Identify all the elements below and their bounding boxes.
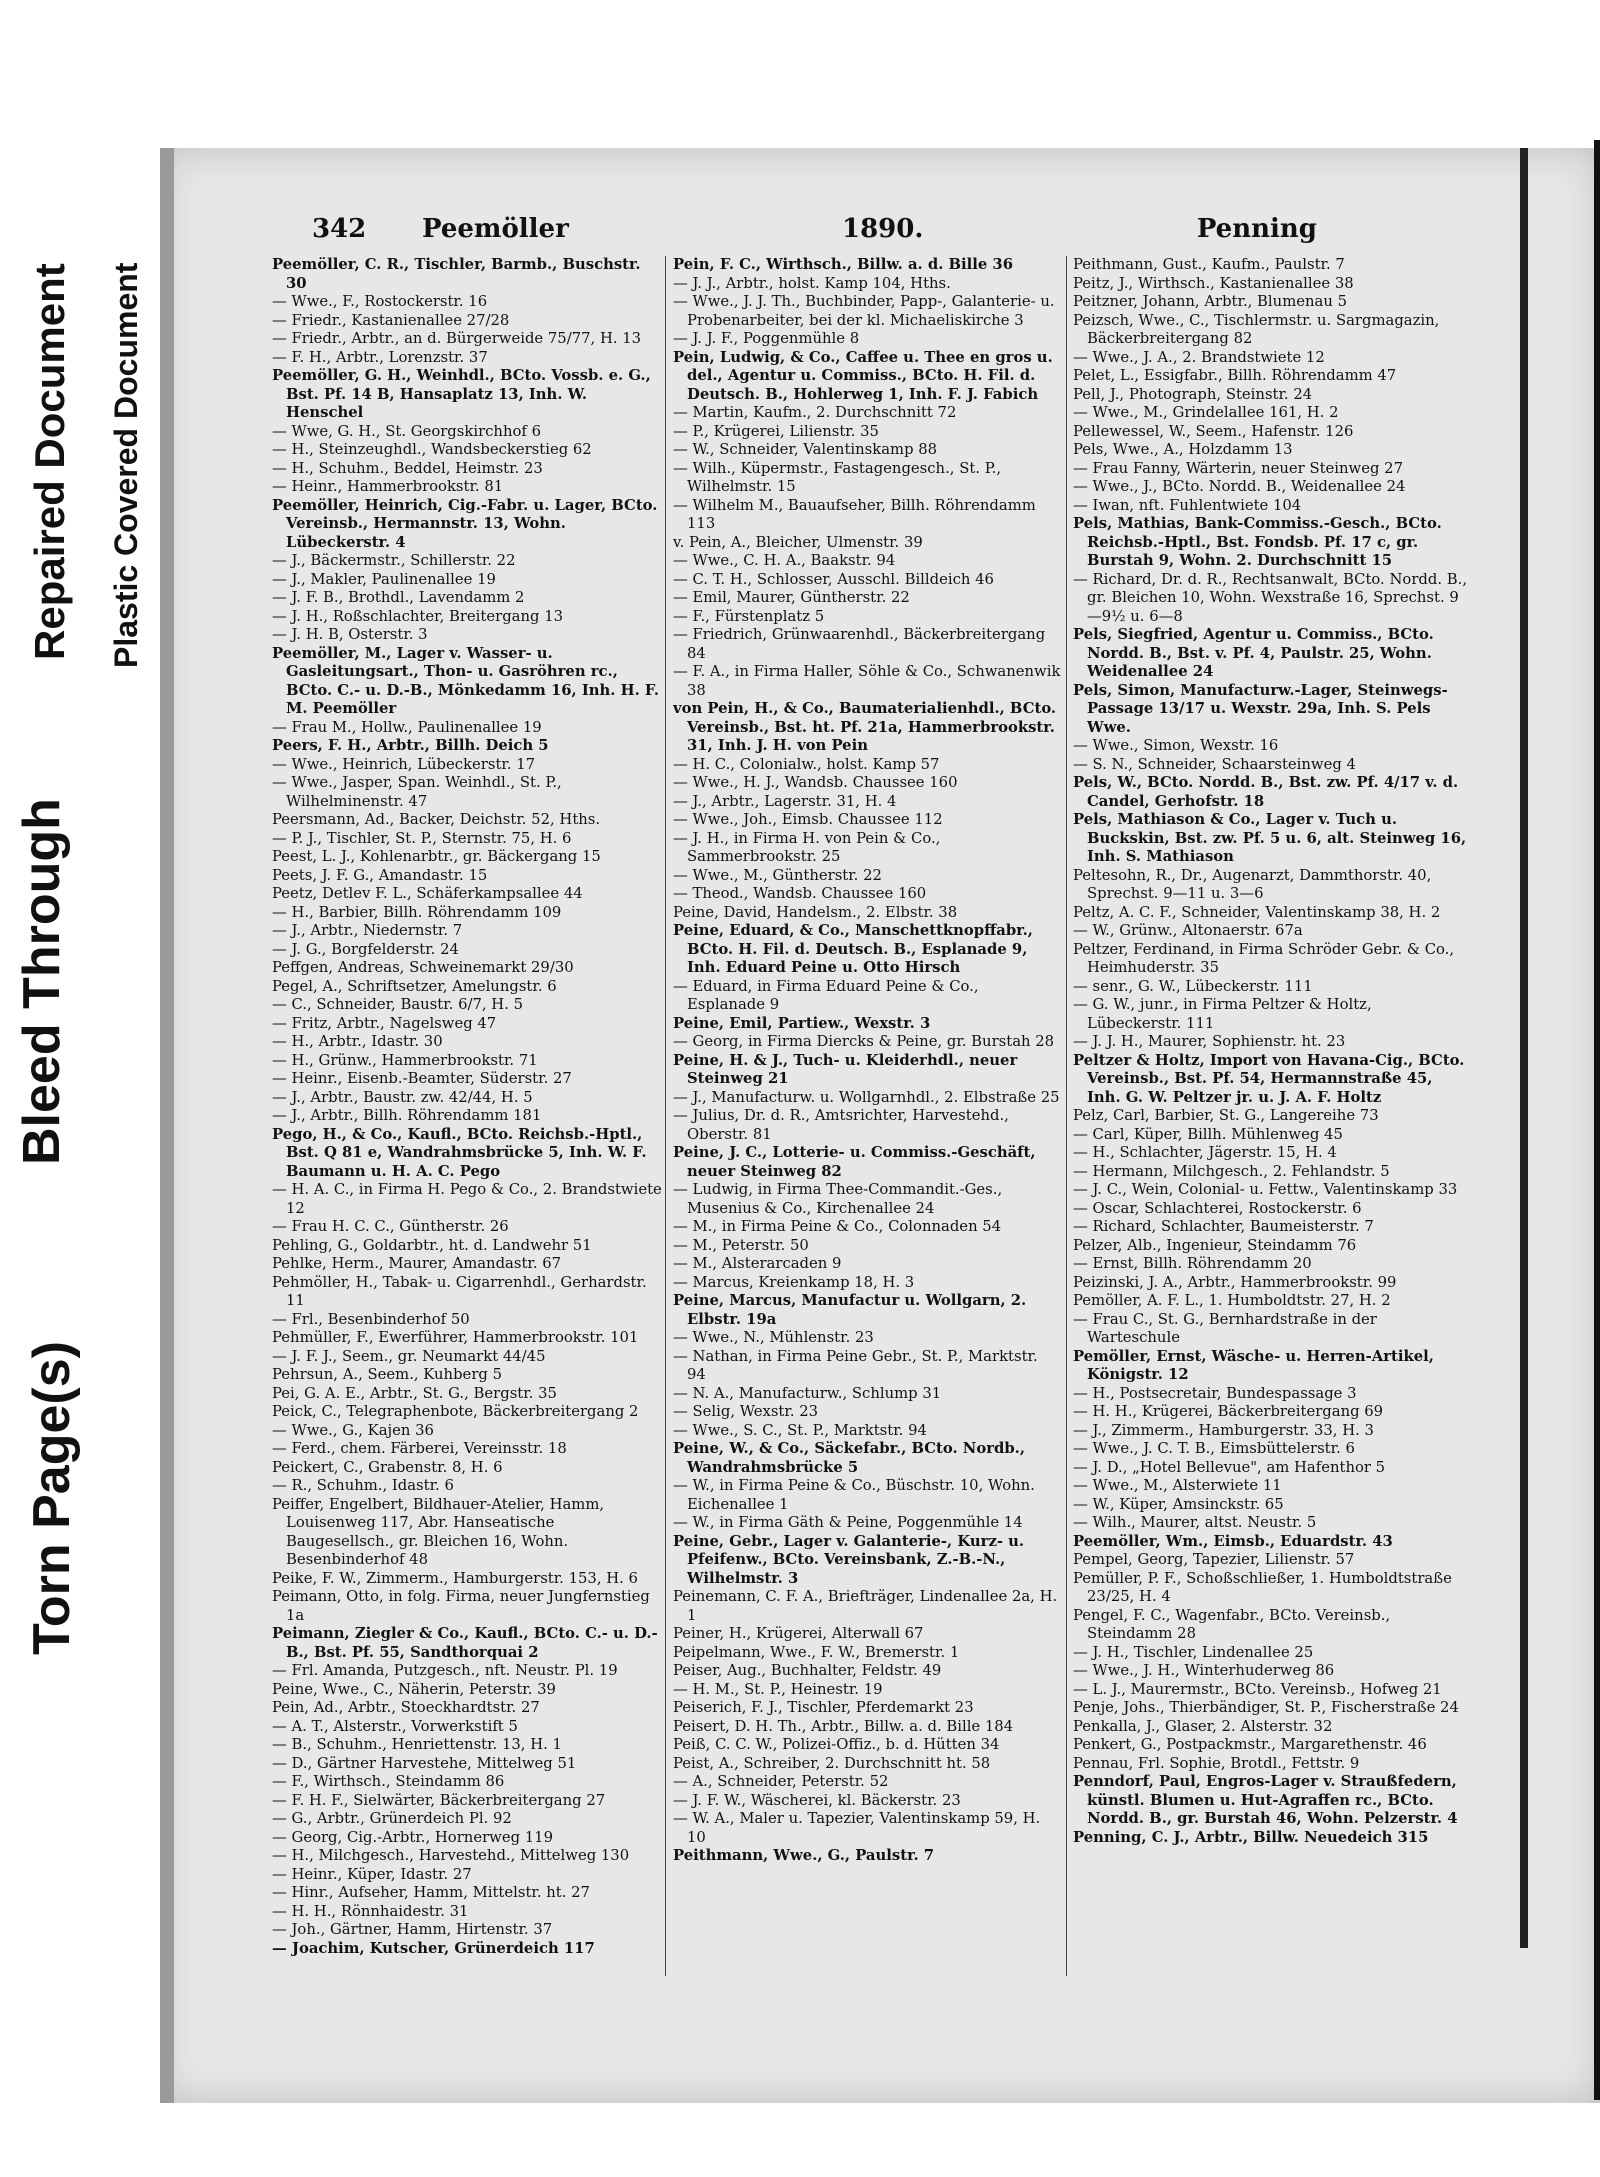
directory-entry: Pels, Mathias, Bank-Commiss.-Gesch., BCto. Reichsb.-Hptl., Bst. Fondsb. Pf. 17 c, gr. Burstah 9, Wohn. 2. Durchschnitt 15 <box>1073 515 1442 569</box>
directory-entry: — Frau H. C. C., Güntherstr. 26 <box>272 1218 509 1235</box>
directory-entry: Pehrsun, A., Seem., Kuhberg 5 <box>272 1366 502 1383</box>
plastic-covered-label: Plastic Covered Document <box>108 262 144 668</box>
running-head-right: Penning <box>1196 214 1317 244</box>
directory-entry: — Frl. Amanda, Putzgesch., nft. Neustr. Pl. 19 <box>272 1662 618 1679</box>
directory-entry: — G. W., junr., in Firma Peltzer & Holtz, Lübeckerstr. 111 <box>1073 996 1372 1032</box>
directory-entry: — J., Arbtr., Lagerstr. 31, H. 4 <box>673 792 897 810</box>
directory-entry: — Wwe, G. H., St. Georgskirchhof 6 <box>272 422 541 440</box>
directory-entry: — Frau C., St. G., Bernhardstraße in der Warteschule <box>1073 1310 1377 1346</box>
directory-entry: — Wwe., S. C., St. P., Marktstr. 94 <box>673 1421 927 1439</box>
directory-entry: Pehlke, Herm., Maurer, Amandastr. 67 <box>272 1255 562 1272</box>
directory-entry: — H., Schuhm., Beddel, Heimstr. 23 <box>272 459 543 477</box>
directory-entry: — Heinr., Hammerbrookstr. 81 <box>272 478 504 495</box>
directory-entry: Pels, Siegfried, Agentur u. Commiss., BCto. Nordd. B., Bst. v. Pf. 4, Paulstr. 25, Wohn. Weidenallee 24 <box>1073 626 1434 680</box>
directory-entry: — J., Arbtr., Baustr. zw. 42/44, H. 5 <box>272 1088 533 1106</box>
directory-entry: — F. H. F., Sielwärter, Bäckerbreitergang 27 <box>272 1791 606 1809</box>
directory-entry: — P., Krügerei, Lilienstr. 35 <box>673 422 879 440</box>
directory-entry: v. Pein, A., Bleicher, Ulmenstr. 39 <box>673 533 923 551</box>
directory-entry: Peiffer, Engelbert, Bildhauer-Atelier, Hamm, Louisenweg 117, Abr. Hanseatische Baugesellsch., gr. Bleichen 16, Wohn. Besenbinderhof 48 <box>272 1495 605 1568</box>
year-heading: 1890. <box>842 214 924 244</box>
directory-entry: Peest, L. J., Kohlenarbtr., gr. Bäckergang 15 <box>272 848 601 865</box>
directory-entry: — Heinr., Eisenb.-Beamter, Süderstr. 27 <box>272 1070 572 1087</box>
directory-entry: — Georg, Cig.-Arbtr., Hornerweg 119 <box>272 1828 553 1846</box>
directory-entry: — J. C., Wein, Colonial- u. Fettw., Valentinskamp 33 <box>1073 1181 1458 1198</box>
directory-entry: — M., Peterstr. 50 <box>673 1236 809 1254</box>
directory-entry: Pein, F. C., Wirthsch., Billw. a. d. Bille 36 <box>673 256 1014 273</box>
directory-entry: Peizinski, J. A., Arbtr., Hammerbrookstr. 99 <box>1073 1273 1397 1291</box>
directory-entry: Pengel, F. C., Wagenfabr., BCto. Vereinsb., Steindamm 28 <box>1073 1606 1391 1642</box>
directory-entry: — Joh., Gärtner, Hamm, Hirtenstr. 37 <box>272 1921 553 1938</box>
directory-entry: — Wilhelm M., Bauaufseher, Billh. Röhrendamm 113 <box>673 496 1036 532</box>
page-number: 342 <box>312 214 367 244</box>
directory-entry: — J. J., Arbtr., holst. Kamp 104, Hths. <box>673 274 951 292</box>
directory-entry: — H. C., Colonialw., holst. Kamp 57 <box>673 755 940 773</box>
directory-entry: — Richard, Dr. d. R., Rechtsanwalt, BCto. Nordd. B., gr. Bleichen 10, Wohn. Wexstraße 16, Sprechst. 9—9½ u. 6—8 <box>1073 570 1468 625</box>
directory-entry: — H., Steinzeughdl., Wandsbeckerstieg 62 <box>272 441 592 458</box>
directory-entry: — Theod., Wandsb. Chaussee 160 <box>673 885 927 902</box>
directory-entry: Peltzer, Ferdinand, in Firma Schröder Gebr. & Co., Heimhuderstr. 35 <box>1073 940 1455 976</box>
directory-entry: — R., Schuhm., Idastr. 6 <box>272 1477 454 1494</box>
directory-entry: Peemöller, G. H., Weinhdl., BCto. Vossb. e. G., Bst. Pf. 14 B, Hansaplatz 13, Inh. W. Henschel <box>272 367 651 421</box>
directory-entry: Peets, J. F. G., Amandastr. 15 <box>272 866 488 884</box>
directory-entry: — Eduard, in Firma Eduard Peine & Co., Esplanade 9 <box>673 977 979 1013</box>
directory-entry: Pels, Mathiason & Co., Lager v. Tuch u. Buckskin, Bst. zw. Pf. 5 u. 6, alt. Steinweg 16, Inh. S. Mathiason <box>1073 811 1467 865</box>
directory-entry: — J., Zimmerm., Hamburgerstr. 33, H. 3 <box>1073 1421 1374 1439</box>
directory-entry: Pemüller, P. F., Schoßschließer, 1. Humboldtstraße 23/25, H. 4 <box>1073 1569 1452 1605</box>
directory-entry: — F., Fürstenplatz 5 <box>673 607 825 625</box>
directory-entry: — Wwe., Heinrich, Lübeckerstr. 17 <box>272 755 536 773</box>
directory-entry: — Wwe., J. H., Winterhuderweg 86 <box>1073 1662 1335 1679</box>
directory-column-3 <box>1073 256 1469 2106</box>
directory-entry: Penkalla, J., Glaser, 2. Alsterstr. 32 <box>1073 1717 1333 1735</box>
directory-entry: Peltzer & Holtz, Import von Havana-Cig., BCto. Vereinsb., Bst. Pf. 54, Hermannstraße 45, Inh. G. W. Peltzer jr. u. J. A. F. Holtz <box>1073 1051 1465 1106</box>
directory-entry: Peine, W., & Co., Säckefabr., BCto. Nordb., Wandrahmsbrücke 5 <box>673 1440 1025 1476</box>
page-edge <box>160 148 174 2103</box>
directory-entry: — Richard, Schlachter, Baumeisterstr. 7 <box>1073 1218 1374 1235</box>
directory-entry: — Hermann, Milchgesch., 2. Fehlandstr. 5 <box>1073 1162 1390 1180</box>
directory-entry: — J. D., „Hotel Bellevue", am Hafenthor 5 <box>1073 1458 1386 1476</box>
directory-entry: — Carl, Küper, Billh. Mühlenweg 45 <box>1073 1125 1343 1143</box>
directory-entry: Pein, Ludwig, & Co., Caffee u. Thee en gros u. del., Agentur u. Commiss., BCto. H. Fil. d. Deutsch. B., Hohlerweg 1, Inh. F. J. Fabich <box>673 348 1053 403</box>
directory-entry: — J. H., in Firma H. von Pein & Co., Sammerbrookstr. 25 <box>673 829 941 865</box>
directory-entry: Peipelmann, Wwe., F. W., Bremerstr. 1 <box>673 1643 960 1661</box>
binding-shadow <box>1520 148 1528 1948</box>
directory-entry: — B., Schuhm., Henriettenstr. 13, H. 1 <box>272 1736 562 1753</box>
directory-entry: — J., Arbtr., Billh. Röhrendamm 181 <box>272 1107 542 1124</box>
directory-entry: — J. J. F., Poggenmühle 8 <box>673 330 860 347</box>
torn-pages-label: Torn Page(s) <box>23 1341 81 1655</box>
directory-entry: — Martin, Kaufm., 2. Durchschnitt 72 <box>673 404 957 421</box>
directory-entry: Peine, J. C., Lotterie- u. Commiss.-Geschäft, neuer Steinweg 82 <box>673 1144 1036 1180</box>
directory-entry: Peemöller, M., Lager v. Wasser- u. Gasleitungsart., Thon- u. Gasröhren rc., BCto. C.- u. D.-B., Mönkedamm 16, Inh. H. F. M. Peemöller <box>272 644 660 717</box>
directory-entry: — J. H., Roßschlachter, Breitergang 13 <box>272 607 564 625</box>
directory-entry: — Wilh., Küpermstr., Fastagengesch., St. P., Wilhelmstr. 15 <box>673 459 1002 495</box>
directory-entry: — H., Schlachter, Jägerstr. 15, H. 4 <box>1073 1144 1337 1161</box>
directory-entry: Peimann, Otto, in folg. Firma, neuer Jungfernstieg 1a <box>272 1588 650 1624</box>
directory-entry: — J., Arbtr., Niedernstr. 7 <box>272 922 463 939</box>
directory-entry: — H., Barbier, Billh. Röhrendamm 109 <box>272 903 562 921</box>
directory-entry: — J. H., Tischler, Lindenallee 25 <box>1073 1643 1314 1661</box>
directory-entry: Peizsch, Wwe., C., Tischlermstr. u. Sargmagazin, Bäckerbreitergang 82 <box>1073 311 1440 347</box>
directory-entry: Peine, Gebr., Lager v. Galanterie-, Kurz- u. Pfeifenw., BCto. Vereinsbank, Z.-B.-N., Wilhelmstr. 3 <box>673 1532 1025 1587</box>
directory-entry: Peithmann, Gust., Kaufm., Paulstr. 7 <box>1073 256 1345 273</box>
directory-entry: — Wwe., H. J., Wandsb. Chaussee 160 <box>673 774 958 791</box>
bleed-through-label: Bleed Through <box>13 798 71 1165</box>
directory-entry: Peiserich, F. J., Tischler, Pferdemarkt 23 <box>673 1699 974 1716</box>
directory-entry: — Ludwig, in Firma Thee-Commandit.-Ges., Musenius & Co., Kirchenallee 24 <box>673 1181 1003 1217</box>
directory-entry: — J., Manufacturw. u. Wollgarnhdl., 2. Elbstraße 25 <box>673 1088 1060 1106</box>
directory-entry: — Wwe., Jasper, Span. Weinhdl., St. P., Wilhelminenstr. 47 <box>272 774 562 810</box>
directory-entry: Penkert, G., Postpackmstr., Margarethenstr. 46 <box>1073 1736 1427 1753</box>
directory-entry: Peffgen, Andreas, Schweinemarkt 29/30 <box>272 959 574 976</box>
directory-entry: — Wwe., F., Rostockerstr. 16 <box>272 293 488 310</box>
directory-entry: Peine, David, Handelsm., 2. Elbstr. 38 <box>673 903 958 921</box>
directory-entry: — Ernst, Billh. Röhrendamm 20 <box>1073 1255 1312 1272</box>
directory-entry: — S. N., Schneider, Schaarsteinweg 4 <box>1073 755 1356 773</box>
directory-entry: — Wwe., M., Alsterwiete 11 <box>1073 1477 1282 1494</box>
directory-entry: Pego, H., & Co., Kaufl., BCto. Reichsb.-Hptl., Bst. Q 81 e, Wandrahmsbrücke 5, Inh. W. F. Baumann u. H. A. C. Pego <box>272 1125 647 1180</box>
directory-entry: — J. F. J., Seem., gr. Neumarkt 44/45 <box>272 1347 546 1365</box>
directory-entry: — F. H., Arbtr., Lorenzstr. 37 <box>272 348 488 366</box>
directory-entry: — H. M., St. P., Heinestr. 19 <box>673 1680 883 1698</box>
directory-entry: — Selig, Wexstr. 23 <box>673 1403 819 1420</box>
directory-entry: Peinemann, C. F. A., Briefträger, Lindenallee 2a, H. 1 <box>673 1588 1058 1624</box>
directory-entry: Peiner, H., Krügerei, Alterwall 67 <box>673 1625 924 1642</box>
directory-entry: Pelzer, Alb., Ingenieur, Steindamm 76 <box>1073 1236 1357 1254</box>
directory-entry: Pehmüller, F., Ewerführer, Hammerbrookstr. 101 <box>272 1329 639 1346</box>
directory-entry: Pels, Simon, Manufacturw.-Lager, Steinwegs-Passage 13/17 u. Wexstr. 29a, Inh. S. Pels Wwe. <box>1073 681 1448 736</box>
directory-entry: Peiß, C. C. W., Polizei-Offiz., b. d. Hütten 34 <box>673 1736 1000 1753</box>
directory-entry: Peltz, A. C. F., Schneider, Valentinskamp 38, H. 2 <box>1073 903 1441 921</box>
directory-entry: — Emil, Maurer, Güntherstr. 22 <box>673 589 910 606</box>
directory-entry: — Wwe., J. A., 2. Brandstwiete 12 <box>1073 348 1325 366</box>
directory-entry: Peithmann, Wwe., G., Paulstr. 7 <box>673 1847 935 1864</box>
directory-entry: Pempel, Georg, Tapezier, Lilienstr. 57 <box>1073 1551 1355 1568</box>
directory-entry: — J. F. W., Wäscherei, kl. Bäckerstr. 23 <box>673 1791 961 1809</box>
directory-entry: — Wwe., G., Kajen 36 <box>272 1421 434 1439</box>
directory-entry: Penning, C. J., Arbtr., Billw. Neuedeich 315 <box>1073 1828 1429 1846</box>
directory-entry: — H., Arbtr., Idastr. 30 <box>272 1033 443 1050</box>
directory-entry: — A. T., Alsterstr., Vorwerkstift 5 <box>272 1717 518 1735</box>
directory-entry: Peine, Wwe., C., Näherin, Peterstr. 39 <box>272 1680 556 1698</box>
directory-entry: — C. T. H., Schlosser, Ausschl. Billdeich 46 <box>673 570 994 588</box>
directory-entry: Peiser, Aug., Buchhalter, Feldstr. 49 <box>673 1662 942 1679</box>
directory-entry: — J. F. B., Brothdl., Lavendamm 2 <box>272 589 525 606</box>
directory-entry: Peickert, C., Grabenstr. 8, H. 6 <box>272 1458 503 1476</box>
directory-entry: — Wwe., M., Güntherstr. 22 <box>673 866 882 884</box>
directory-entry: — W., in Firma Gäth & Peine, Poggenmühle 14 <box>673 1514 1023 1531</box>
directory-entry: von Pein, H., & Co., Baumaterialienhdl., BCto. Vereinsb., Bst. ht. Pf. 21a, Hammerbrookstr. 31, Inh. J. H. von Pein <box>673 700 1057 754</box>
directory-entry: Pennau, Frl. Sophie, Brotdl., Fettstr. 9 <box>1073 1754 1360 1772</box>
directory-entry: — Julius, Dr. d. R., Amtsrichter, Harvestehd., Oberstr. 81 <box>673 1107 1009 1143</box>
directory-entry: Peine, Emil, Partiew., Wexstr. 3 <box>673 1014 931 1032</box>
directory-entry: — M., Alsterarcaden 9 <box>673 1255 842 1272</box>
directory-entry: Peimann, Ziegler & Co., Kaufl., BCto. C.- u. D.-B., Bst. Pf. 55, Sandthorquai 2 <box>272 1625 658 1661</box>
directory-entry: — Wwe., J., BCto. Nordd. B., Weidenallee 24 <box>1073 478 1406 495</box>
directory-entry: Peemöller, C. R., Tischler, Barmb., Buschstr. 30 <box>272 256 641 292</box>
directory-column-2 <box>673 256 1061 2106</box>
directory-entry: — Wwe., J. J. Th., Buchbinder, Papp-, Galanterie- u. Probenarbeiter, bei der kl. Michaeliskirche 3 <box>673 293 1055 329</box>
directory-entry: Peine, H. & J., Tuch- u. Kleiderhdl., neuer Steinweg 21 <box>673 1051 1018 1087</box>
directory-entry: Pehling, G., Goldarbtr., ht. d. Landwehr 51 <box>272 1236 592 1254</box>
directory-entry: — G., Arbtr., Grünerdeich Pl. 92 <box>272 1810 512 1827</box>
directory-entry: — J., Bäckermstr., Schillerstr. 22 <box>272 552 516 569</box>
directory-entry: — Friedrich, Grünwaarenhdl., Bäckerbreitergang 84 <box>673 626 1046 662</box>
directory-entry: — senr., G. W., Lübeckerstr. 111 <box>1073 977 1313 995</box>
directory-entry: Peetz, Detlev F. L., Schäferkampsallee 44 <box>272 885 583 902</box>
directory-entry: — W., Grünw., Altonaerstr. 67a <box>1073 922 1303 939</box>
directory-entry: — J. G., Borgfelderstr. 24 <box>272 940 459 958</box>
directory-entry: — F. A., in Firma Haller, Söhle & Co., Schwanenwik 38 <box>673 663 1061 699</box>
directory-entry: — Wwe., C. H. A., Baakstr. 94 <box>673 552 896 569</box>
directory-entry: Pels, W., BCto. Nordd. B., Bst. zw. Pf. 4/17 v. d. Candel, Gerhofstr. 18 <box>1073 774 1459 810</box>
directory-entry: — W. A., Maler u. Tapezier, Valentinskamp 59, H. 10 <box>673 1810 1041 1846</box>
directory-entry: Peemöller, Wm., Eimsb., Eduardstr. 43 <box>1073 1532 1393 1550</box>
directory-entry: — Oscar, Schlachterei, Rostockerstr. 6 <box>1073 1199 1362 1217</box>
directory-entry: Penje, Johs., Thierbändiger, St. P., Fischerstraße 24 <box>1073 1699 1459 1716</box>
directory-entry: Peick, C., Telegraphenbote, Bäckerbreitergang 2 <box>272 1403 639 1420</box>
directory-entry: — Frl., Besenbinderhof 50 <box>272 1310 470 1328</box>
directory-entry: — Friedr., Arbtr., an d. Bürgerweide 75/77, H. 13 <box>272 330 642 347</box>
directory-entry: — Ferd., chem. Färberei, Vereinsstr. 18 <box>272 1440 567 1457</box>
directory-entry: — Frau M., Hollw., Paulinenallee 19 <box>272 718 542 736</box>
directory-entry: — Frau Fanny, Wärterin, neuer Steinweg 27 <box>1073 459 1403 477</box>
directory-entry: Peltesohn, R., Dr., Augenarzt, Dammthorstr. 40, Sprechst. 9—11 u. 3—6 <box>1073 866 1432 902</box>
directory-entry: Peitzner, Johann, Arbtr., Blumenau 5 <box>1073 293 1347 310</box>
directory-entry: — W., Küper, Amsinckstr. 65 <box>1073 1495 1284 1513</box>
directory-entry: Pegel, A., Schriftsetzer, Amelungstr. 6 <box>272 977 557 995</box>
directory-entry: — Iwan, nft. Fuhlentwiete 104 <box>1073 496 1302 514</box>
running-head-left: Peemöller <box>422 214 569 244</box>
directory-entry: Pemöller, A. F. L., 1. Humboldtstr. 27, H. 2 <box>1073 1292 1391 1309</box>
directory-entry: — H. H., Krügerei, Bäckerbreitergang 69 <box>1073 1403 1384 1420</box>
directory-entry: Peersmann, Ad., Backer, Deichstr. 52, Hths. <box>272 811 601 828</box>
directory-entry: — Wwe., Joh., Eimsb. Chaussee 112 <box>673 811 943 828</box>
directory-entry: — Nathan, in Firma Peine Gebr., St. P., Marktstr. 94 <box>673 1347 1038 1383</box>
directory-entry: — L. J., Maurermstr., BCto. Vereinsb., Hofweg 21 <box>1073 1680 1442 1698</box>
directory-entry: — H. H., Rönnhaidestr. 31 <box>272 1902 469 1920</box>
directory-entry: Peine, Marcus, Manufactur u. Wollgarn, 2. Elbstr. 19a <box>673 1292 1027 1328</box>
directory-entry: — P. J., Tischler, St. P., Sternstr. 75, H. 6 <box>272 829 572 847</box>
directory-entry: — F., Wirthsch., Steindamm 86 <box>272 1773 505 1790</box>
directory-entry: — H., Grünw., Hammerbrookstr. 71 <box>272 1051 538 1069</box>
directory-entry: Peist, A., Schreiber, 2. Durchschnitt ht. 58 <box>673 1754 991 1772</box>
directory-entry: Pell, J., Photograph, Steinstr. 24 <box>1073 385 1313 403</box>
directory-entry: — H. A. C., in Firma H. Pego & Co., 2. Brandstwiete 12 <box>272 1181 662 1217</box>
directory-entry: — Georg, in Firma Diercks & Peine, gr. Burstah 28 <box>673 1033 1055 1050</box>
binding-edge <box>1594 140 1600 2100</box>
directory-entry: — C., Schneider, Baustr. 6/7, H. 5 <box>272 996 524 1013</box>
directory-entry: — Wwe., M., Grindelallee 161, H. 2 <box>1073 404 1339 421</box>
directory-entry: Peemöller, Heinrich, Cig.-Fabr. u. Lager, BCto. Vereinsb., Hermannstr. 13, Wohn. Lübeckerstr. 4 <box>272 496 658 551</box>
directory-entry: Pemöller, Ernst, Wäsche- u. Herren-Artikel, Königstr. 12 <box>1073 1347 1434 1383</box>
directory-entry: — Wwe., N., Mühlenstr. 23 <box>673 1329 874 1346</box>
directory-entry: Pei, G. A. E., Arbtr., St. G., Bergstr. 35 <box>272 1384 557 1402</box>
directory-entry: — Wwe., Simon, Wexstr. 16 <box>1073 737 1279 754</box>
directory-entry: — Hinr., Aufseher, Hamm, Mittelstr. ht. 27 <box>272 1884 590 1901</box>
directory-entry: — N. A., Manufacturw., Schlump 31 <box>673 1384 942 1402</box>
directory-entry: — J., Makler, Paulinenallee 19 <box>272 570 496 588</box>
directory-entry: — J. H. B, Osterstr. 3 <box>272 626 428 643</box>
directory-entry: — H., Postsecretair, Bundespassage 3 <box>1073 1384 1357 1402</box>
directory-entry: Peisert, D. H. Th., Arbtr., Billw. a. d. Bille 184 <box>673 1717 1014 1735</box>
directory-entry: — Friedr., Kastanienallee 27/28 <box>272 311 510 329</box>
directory-entry: Pels, Wwe., A., Holzdamm 13 <box>1073 441 1293 458</box>
directory-entry: Peitz, J., Wirthsch., Kastanienallee 38 <box>1073 274 1354 292</box>
directory-entry: Penndorf, Paul, Engros-Lager v. Straußfedern, künstl. Blumen u. Hut-Agraffen rc., BCto. Nordd. B., gr. Burstah 46, Wohn. Pelzerstr. 4 <box>1073 1773 1458 1827</box>
column-rule <box>1066 256 1067 1976</box>
directory-column-1 <box>272 256 662 2106</box>
directory-entry: — D., Gärtner Harvestehe, Mittelweg 51 <box>272 1754 577 1772</box>
directory-entry: Peers, F. H., Arbtr., Billh. Deich 5 <box>272 737 549 754</box>
directory-entry: — Joachim, Kutscher, Grünerdeich 117 <box>272 1939 595 1957</box>
directory-entry: — Wilh., Maurer, altst. Neustr. 5 <box>1073 1514 1317 1531</box>
directory-entry: — M., in Firma Peine & Co., Colonnaden 54 <box>673 1218 1002 1235</box>
directory-entry: — J. J. H., Maurer, Sophienstr. ht. 23 <box>1073 1033 1346 1050</box>
directory-entry: Peine, Eduard, & Co., Manschettknopffabr., BCto. H. Fil. d. Deutsch. B., Esplanade 9, Inh. Eduard Peine u. Otto Hirsch <box>673 922 1033 976</box>
directory-entry: — A., Schneider, Peterstr. 52 <box>673 1773 889 1790</box>
directory-entry: — Heinr., Küper, Idastr. 27 <box>272 1865 472 1883</box>
directory-entry: — Marcus, Kreienkamp 18, H. 3 <box>673 1273 915 1291</box>
directory-entry: — W., in Firma Peine & Co., Büschstr. 10, Wohn. Eichenallee 1 <box>673 1477 1035 1513</box>
directory-entry: Pein, Ad., Arbtr., Stoeckhardtstr. 27 <box>272 1699 540 1716</box>
directory-entry: Pehmöller, H., Tabak- u. Cigarrenhdl., Gerhardstr. 11 <box>272 1273 647 1309</box>
column-rule <box>665 256 666 1976</box>
directory-entry: Pellewessel, W., Seem., Hafenstr. 126 <box>1073 422 1354 440</box>
directory-entry: — Fritz, Arbtr., Nagelsweg 47 <box>272 1014 497 1032</box>
directory-entry: — Wwe., J. C. T. B., Eimsbüttelerstr. 6 <box>1073 1440 1355 1457</box>
directory-entry: Pelz, Carl, Barbier, St. G., Langereihe 73 <box>1073 1107 1379 1124</box>
directory-entry: — H., Milchgesch., Harvestehd., Mittelweg 130 <box>272 1847 630 1864</box>
directory-entry: Peike, F. W., Zimmerm., Hamburgerstr. 153, H. 6 <box>272 1569 638 1587</box>
repaired-document-label: Repaired Document <box>26 263 73 660</box>
directory-entry: Pelet, L., Essigfabr., Billh. Röhrendamm 47 <box>1073 367 1397 384</box>
page-header <box>312 214 1317 248</box>
directory-entry: — W., Schneider, Valentinskamp 88 <box>673 441 938 458</box>
